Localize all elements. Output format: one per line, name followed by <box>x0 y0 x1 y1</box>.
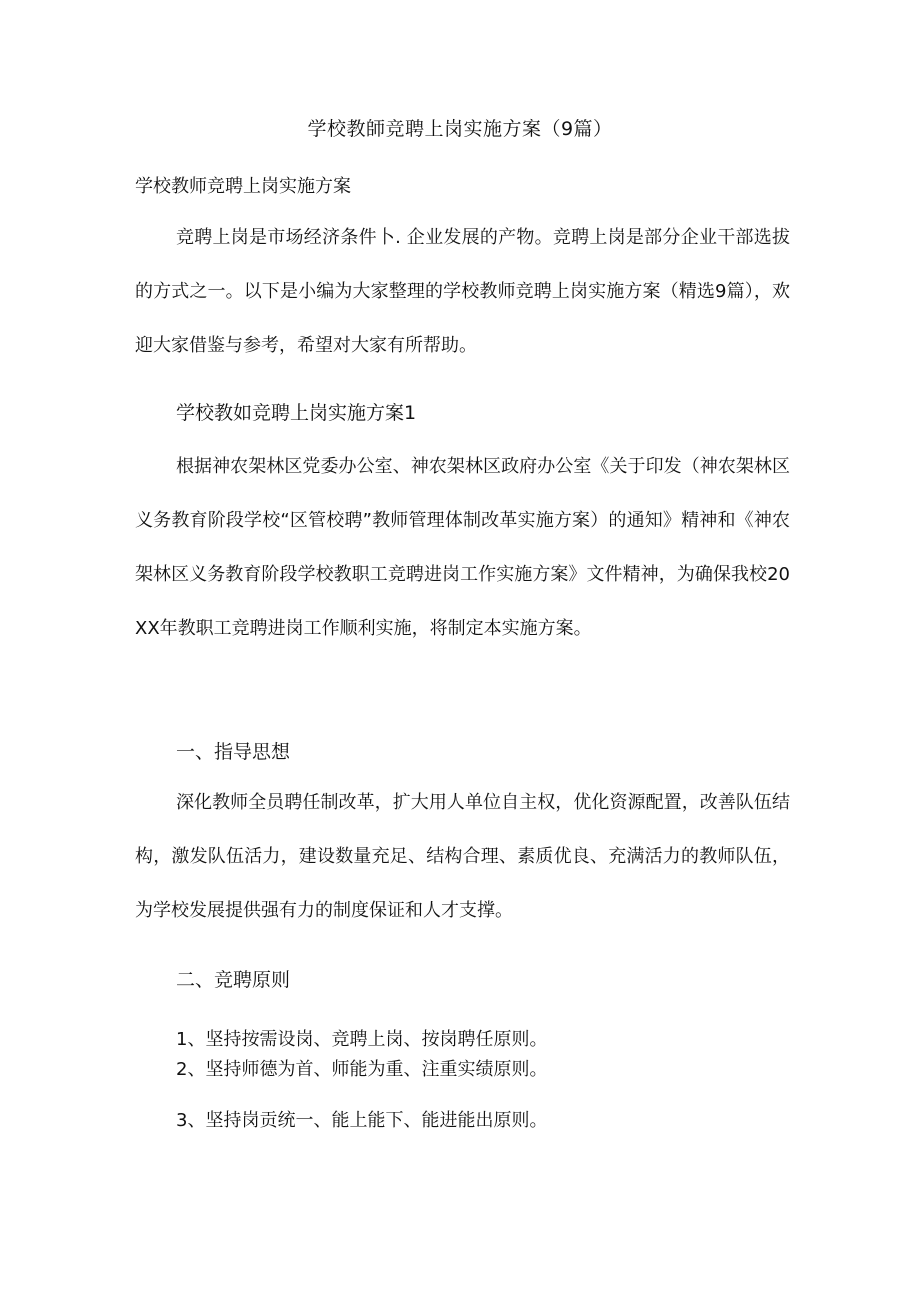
principle-item: 3、坚持岗贡统一、能上能下、能进能出原则。 <box>176 1110 548 1131</box>
heading-guiding-ideology: 一、指导思想 <box>176 741 291 763</box>
principle-item: 1、坚持按需设岗、竞聘上岗、按岗聘任原则。 <box>176 1029 548 1050</box>
guiding-paragraph: 深化教师全员聘任制改革，扩大用人单位自主权，优化资源配置，改善队伍结构，激发队伍活力，建设数量充足、结构合理、素质优良、充满活力的教师队伍，为学校发展提供强有力的制度保证和人才支撑。 <box>135 792 790 921</box>
heading-principles: 二、竞聘原则 <box>176 969 291 991</box>
principle-item: 2、坚持师德为首、师能为重、注重实绩原则。 <box>176 1059 548 1080</box>
basis-paragraph: 根据神农架林区党委办公室、神农架林区政府办公室《关于印发（神农架林区义务教育阶段学校“区管校聘”教师管理体制改革实施方案）的通知》精神和《神农架林区义务教育阶段学校教职工竞聘进岗工作实施方案》文件精神，为确保我校20XX年教职工竞聘进岗工作顺利实施，将制定本实施方案。 <box>135 456 790 639</box>
section-title: 学校教如竞聘上岗实施方案1 <box>176 402 417 424</box>
document-subtitle: 学校教师竞聘上岗实施方案 <box>135 176 351 197</box>
document-title: 学校教師竞聘上岗实施方案（9篇） <box>307 118 613 140</box>
intro-paragraph: 竞聘上岗是市场经济条件卜. 企业发展的产物。竞聘上岗是部分企业干部选拔的方式之一。以下是小编为大家整理的学校教师竞聘上岗实施方案（精选9篇），欢迎大家借鉴与参考，希望对大家有所帮助。 <box>135 227 790 356</box>
